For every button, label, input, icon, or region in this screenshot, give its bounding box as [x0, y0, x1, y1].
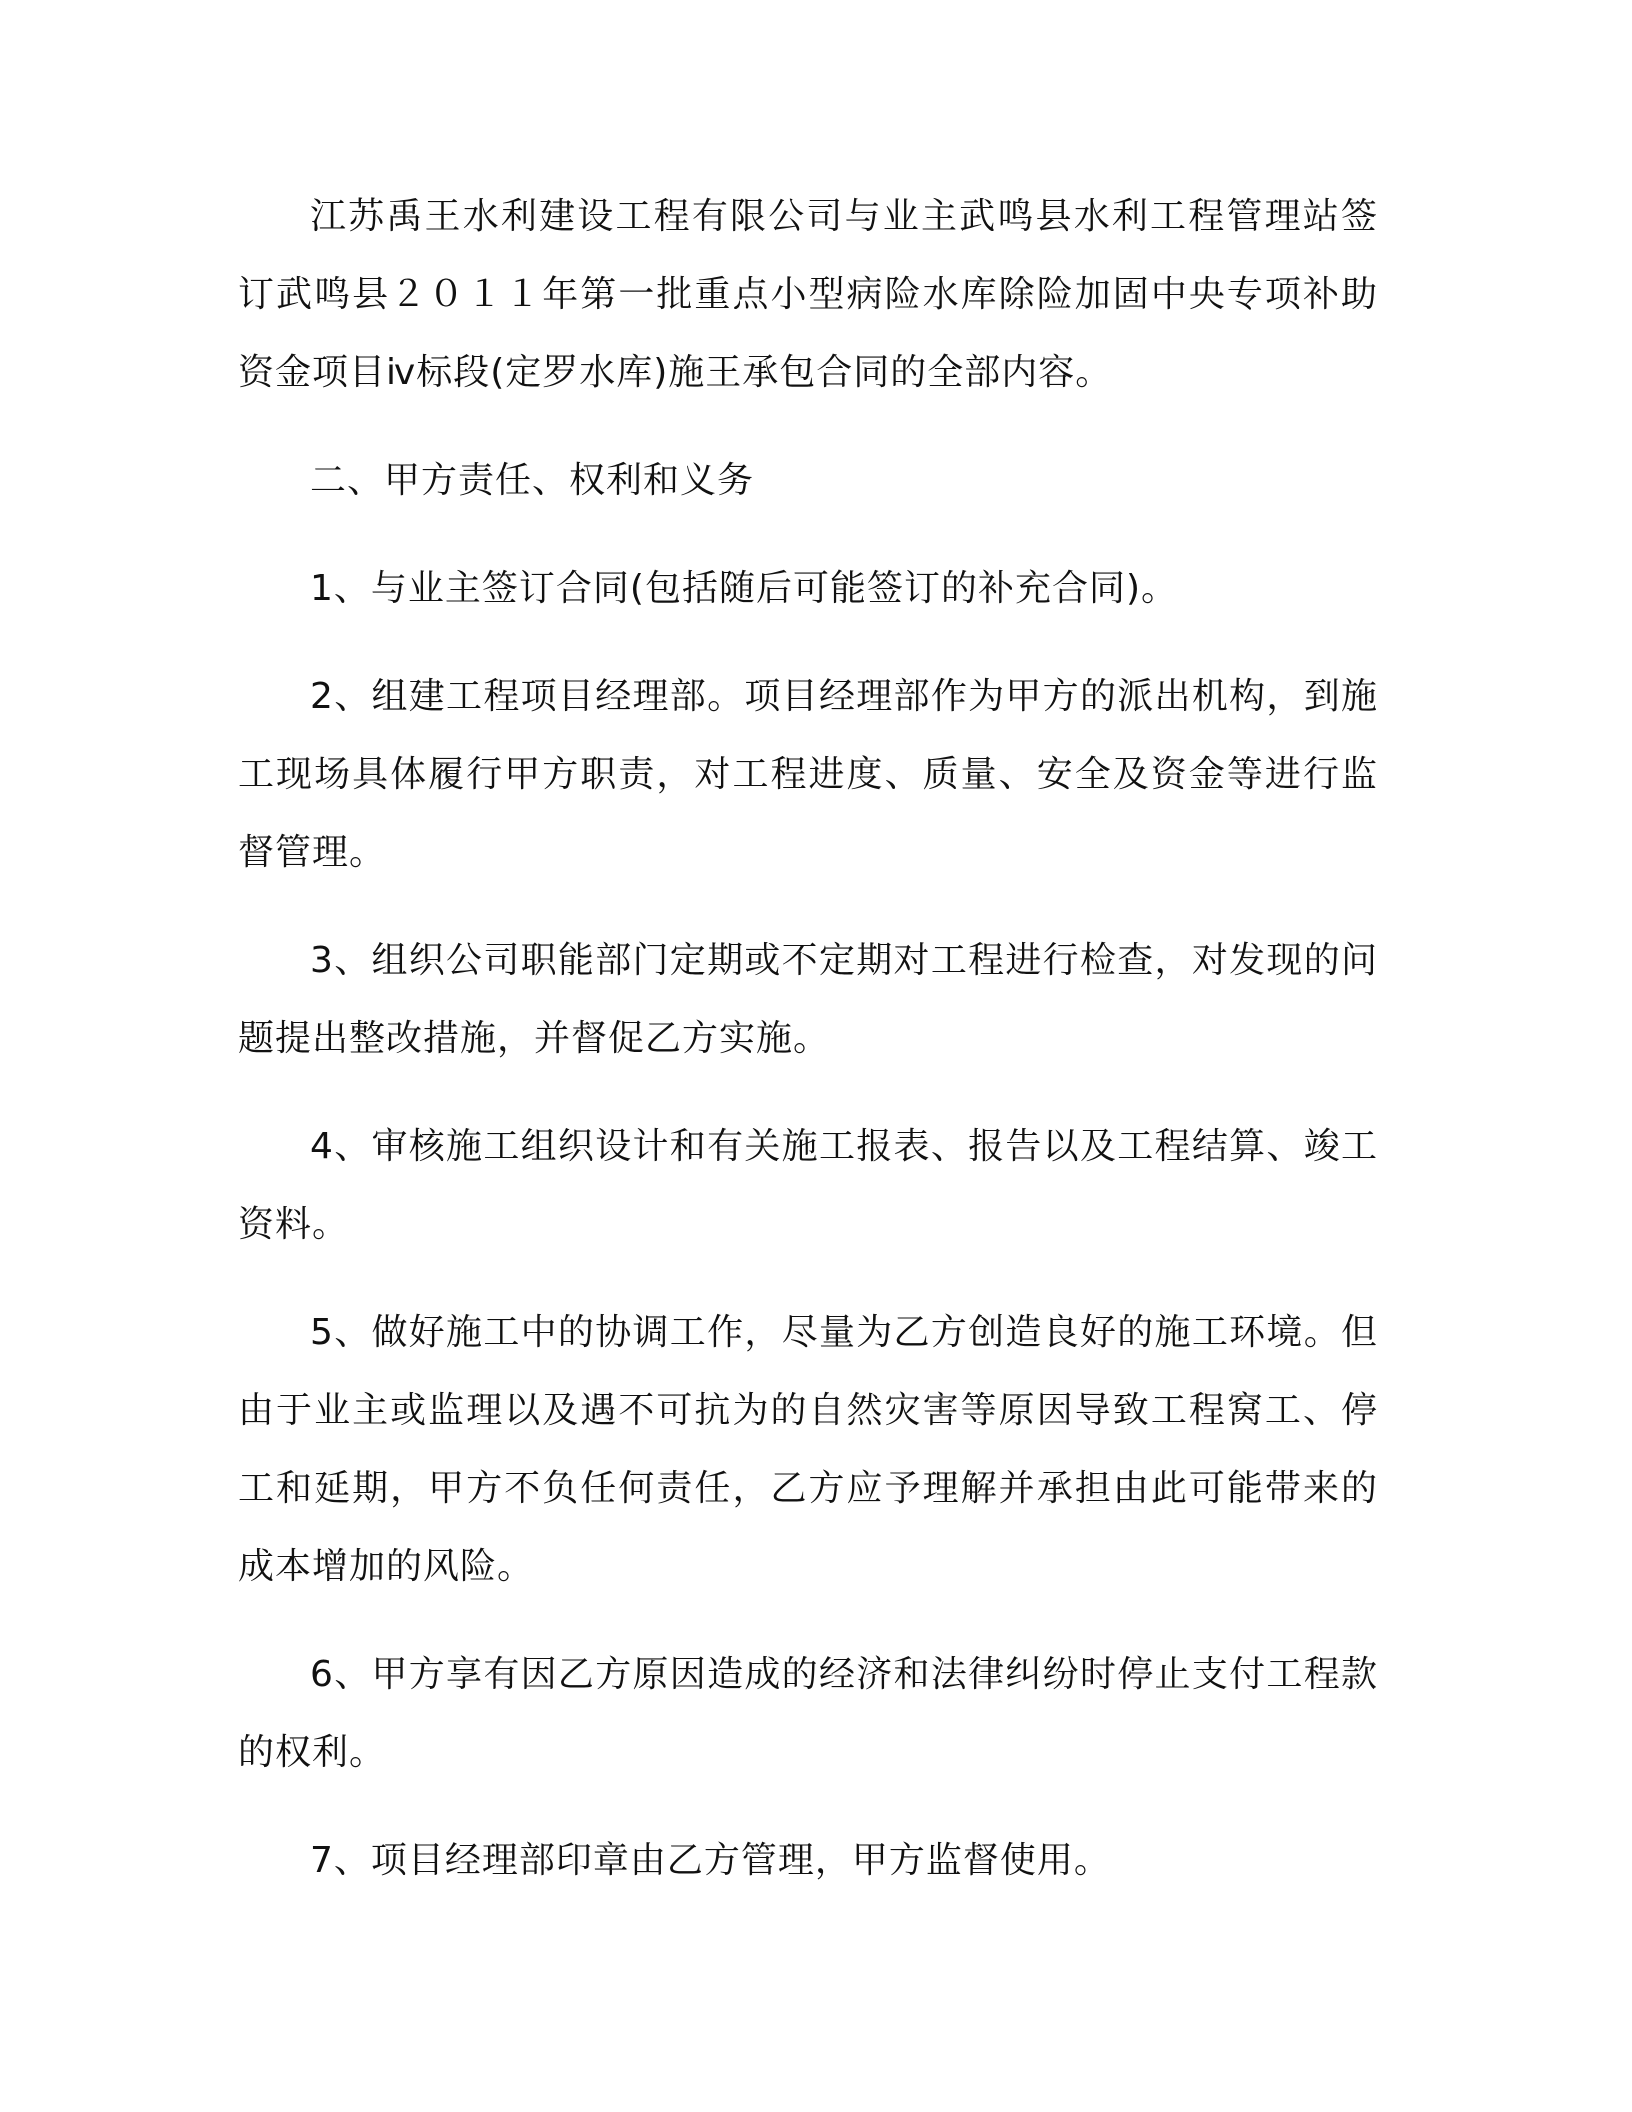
paragraph-item-3: 3、组织公司职能部门定期或不定期对工程进行检查，对发现的问题提出整改措施，并督促乙方实施。 — [238, 940, 1378, 1059]
paragraph-item-2: 2、组建工程项目经理部。项目经理部作为甲方的派出机构，到施工现场具体履行甲方职责，对工程进度、质量、安全及资金等进行监督管理。 — [238, 676, 1378, 873]
paragraph-item-6: 6、甲方享有因乙方原因造成的经济和法律纠纷时停止支付工程款的权利。 — [238, 1654, 1378, 1773]
paragraph-item-4: 4、审核施工组织设计和有关施工报表、报告以及工程结算、竣工资料。 — [238, 1126, 1378, 1245]
paragraph-item-5: 5、做好施工中的协调工作，尽量为乙方创造良好的施工环境。但由于业主或监理以及遇不可抗为的自然灾害等原因导致工程窝工、停工和延期，甲方不负任何责任，乙方应予理解并承担由此可能带来的成本增加的风险。 — [238, 1312, 1378, 1587]
paragraph-contract-scope: 江苏禹王水利建设工程有限公司与业主武鸣县水利工程管理站签订武鸣县２０１１年第一批重点小型病险水库除险加固中央专项补助资金项目ⅳ标段(定罗水库)施王承包合同的全部内容。 — [238, 196, 1378, 393]
paragraph-item-7: 7、项目经理部印章由乙方管理，甲方监督使用。 — [310, 1840, 1111, 1881]
document-body — [238, 178, 1378, 1900]
section-heading-party-a-duties: 二、甲方责任、权利和义务 — [310, 460, 755, 501]
paragraph-item-1: 1、与业主签订合同(包括随后可能签订的补充合同)。 — [310, 568, 1178, 609]
